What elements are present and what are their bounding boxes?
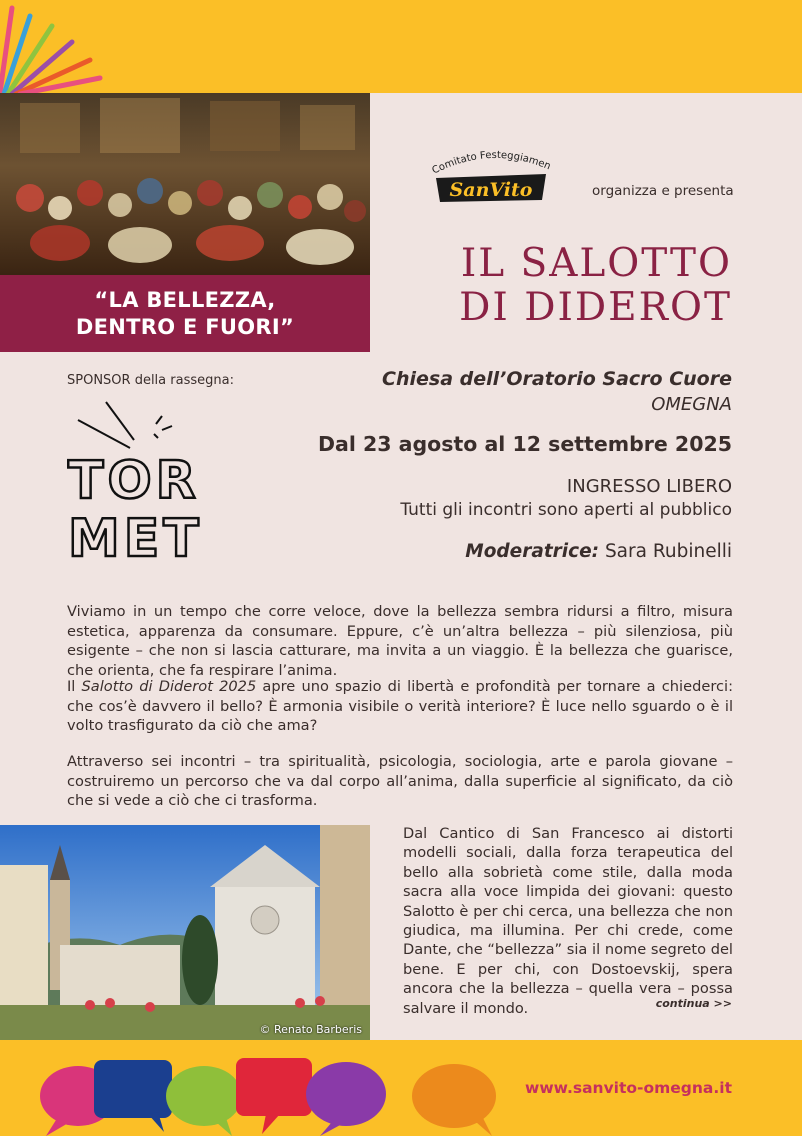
paragraph-2-rest: apre uno spazio di libertà e profondità per tornare a chiederci: che cos’è davvero il bello? È armonia visibile o verità interiore? È luce nello sguardo o è il volto trasfigurato da ciò che ama? xyxy=(67,678,733,734)
sponsor-label: SPONSOR della rassegna: xyxy=(67,373,234,388)
title-line-2: DI DIDEROT xyxy=(459,285,732,330)
sponsor-logo-line-2: MET xyxy=(68,509,203,562)
salon-painting xyxy=(0,93,370,275)
venue-name: Chiesa dell’Oratorio Sacro Cuore xyxy=(382,368,732,390)
ingresso-libero: INGRESSO LIBERO xyxy=(566,476,732,497)
organizer-logo xyxy=(428,144,554,206)
quote-box xyxy=(0,275,370,352)
omegna-photo xyxy=(0,825,370,1040)
event-dates: Dal 23 agosto al 12 settembre 2025 xyxy=(317,432,732,456)
paragraph-4: Dal Cantico di San Francesco ai distorti modelli sociali, dalla forza terapeutica del bello alla sobrietà come stile, dalla moda sacra alla voce limpida dei giovani: questo Salotto è per chi cerca, una bellezza che non giudica, ma illumina. Per chi crede, come Dante, che “bellezza” sia il nome segreto del bene. E per chi, con Dostoevskij, spera ancora che la bellezza – quella vera – possa salvare il mondo. xyxy=(403,825,733,1017)
speech-bubbles xyxy=(36,1052,506,1136)
organizer-logo-arc: Comitato Festeggiamen xyxy=(430,149,553,177)
photo-credit: © Renato Barberis xyxy=(259,1023,362,1036)
paragraph-2-italic: Salotto di Diderot 2025 xyxy=(81,678,257,695)
sponsor-logo-line-1: TOR xyxy=(68,451,200,511)
paragraph-2 xyxy=(67,677,733,736)
moderator-label: Moderatrice: xyxy=(465,541,600,562)
organizza-text: organizza e presenta xyxy=(592,183,734,199)
quote-line-2: DENTRO E FUORI” xyxy=(75,314,295,339)
page-title xyxy=(400,242,732,330)
open-to-public: Tutti gli incontri sono aperti al pubblico xyxy=(400,500,732,520)
top-band xyxy=(0,0,802,93)
paragraph-3: Attraverso sei incontri – tra spiritualità, psicologia, sociologia, arte e parola giovane – costruiremo un percorso che va dal corpo all’anima, dalla superficie al significato, da ciò che si vede a ciò che ci trasforma. xyxy=(67,753,733,809)
sponsor-logo xyxy=(66,400,231,562)
moderator-name: Sara Rubinelli xyxy=(604,541,732,562)
svg-text:Comitato Festeggiamenti xyxy=(428,144,552,177)
organizer-logo-name: SanVito xyxy=(449,179,533,201)
moderator xyxy=(360,541,732,562)
quote-line-1: “LA BELLEZZA, xyxy=(94,287,276,312)
title-line-1: IL SALOTTO xyxy=(460,241,732,286)
continua-link[interactable]: continua >> xyxy=(655,997,732,1010)
paragraph-2-prefix: Il xyxy=(67,678,82,695)
paragraph-1: Viviamo in un tempo che corre veloce, dove la bellezza sembra ridursi a filtro, misura estetica, apparenza da consumare. Eppure, c’è un’altra bellezza – più silenziosa, più esigente – che non si lascia catturare, ma invita a un viaggio. È la bellezza che guarisce, che orienta, che fa respirare l’anima. xyxy=(67,603,733,679)
website-link[interactable]: www.sanvito-omegna.it xyxy=(525,1079,732,1097)
venue-city: OMEGNA xyxy=(651,394,732,415)
decorative-rays xyxy=(0,0,110,95)
